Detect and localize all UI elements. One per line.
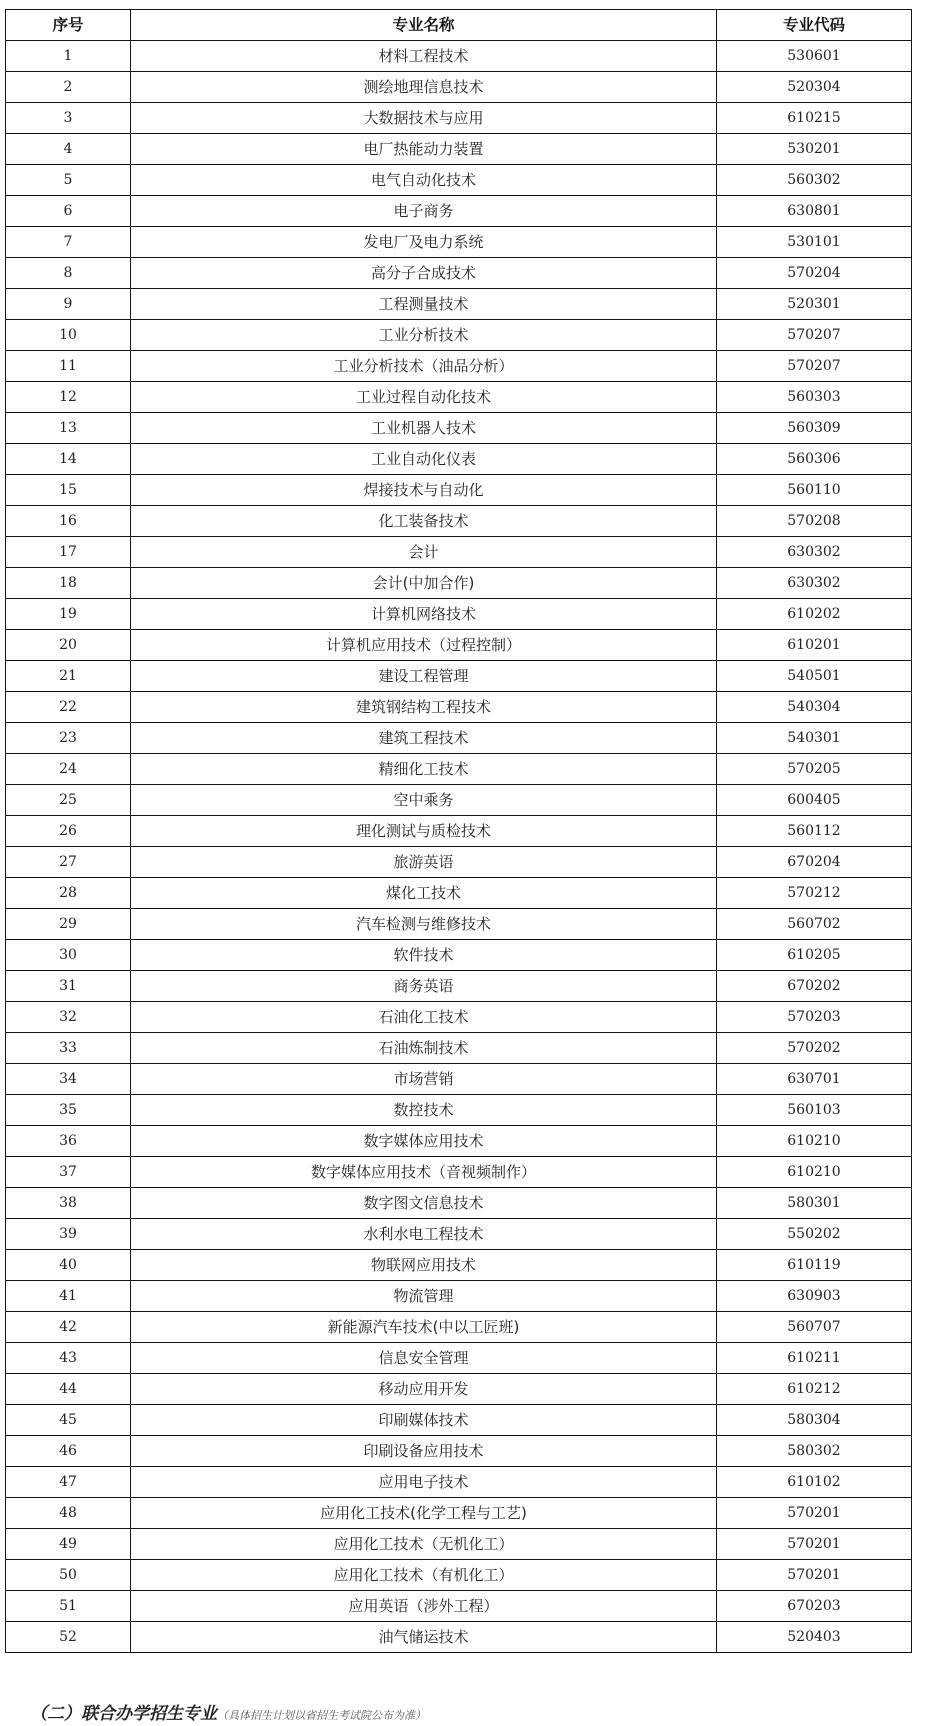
- row-major-name: 旅游英语: [131, 847, 717, 878]
- row-major-name: 应用化工技术（无机化工）: [131, 1529, 717, 1560]
- row-major-code: 610212: [717, 1374, 912, 1405]
- row-major-code: 570203: [717, 1002, 912, 1033]
- row-index: 40: [6, 1250, 131, 1281]
- row-index: 4: [6, 134, 131, 165]
- table-row: [6, 258, 912, 289]
- table-row: [6, 940, 912, 971]
- row-major-name: 电气自动化技术: [131, 165, 717, 196]
- table-row: [6, 1436, 912, 1467]
- table-row: [6, 506, 912, 537]
- row-major-code: 580304: [717, 1405, 912, 1436]
- row-major-name: 电子商务: [131, 196, 717, 227]
- row-major-code: 560303: [717, 382, 912, 413]
- row-major-code: 530101: [717, 227, 912, 258]
- row-major-code: 560103: [717, 1095, 912, 1126]
- table-row: [6, 1405, 912, 1436]
- row-major-code: 540501: [717, 661, 912, 692]
- table-row: [6, 723, 912, 754]
- row-major-name: 工业过程自动化技术: [131, 382, 717, 413]
- table-row: [6, 1126, 912, 1157]
- row-major-code: 570202: [717, 1033, 912, 1064]
- table-row: [6, 971, 912, 1002]
- row-index: 13: [6, 413, 131, 444]
- row-major-name: 信息安全管理: [131, 1343, 717, 1374]
- table-row: [6, 1591, 912, 1622]
- row-major-code: 550202: [717, 1219, 912, 1250]
- table-row: [6, 1374, 912, 1405]
- table-row: [6, 1033, 912, 1064]
- row-major-code: 570207: [717, 351, 912, 382]
- table-row: [6, 351, 912, 382]
- row-index: 38: [6, 1188, 131, 1219]
- row-major-name: 印刷媒体技术: [131, 1405, 717, 1436]
- row-index: 20: [6, 630, 131, 661]
- row-major-code: 520403: [717, 1622, 912, 1653]
- table-row: [6, 599, 912, 630]
- row-index: 8: [6, 258, 131, 289]
- row-index: 22: [6, 692, 131, 723]
- row-major-code: 560707: [717, 1312, 912, 1343]
- row-major-code: 570201: [717, 1529, 912, 1560]
- row-major-code: 530601: [717, 41, 912, 72]
- row-major-name: 计算机网络技术: [131, 599, 717, 630]
- table-row: [6, 134, 912, 165]
- row-major-name: 汽车检测与维修技术: [131, 909, 717, 940]
- row-major-name: 石油化工技术: [131, 1002, 717, 1033]
- row-major-code: 610202: [717, 599, 912, 630]
- row-major-code: 630302: [717, 568, 912, 599]
- row-index: 21: [6, 661, 131, 692]
- row-index: 19: [6, 599, 131, 630]
- table-row: [6, 165, 912, 196]
- row-major-code: 560702: [717, 909, 912, 940]
- row-major-code: 530201: [717, 134, 912, 165]
- row-major-code: 570205: [717, 754, 912, 785]
- row-major-code: 560112: [717, 816, 912, 847]
- row-major-code: 560110: [717, 475, 912, 506]
- row-major-name: 应用化工技术(化学工程与工艺): [131, 1498, 717, 1529]
- table-row: [6, 692, 912, 723]
- table-row: [6, 754, 912, 785]
- row-major-code: 560309: [717, 413, 912, 444]
- row-major-name: 会计(中加合作): [131, 568, 717, 599]
- row-major-name: 市场营销: [131, 1064, 717, 1095]
- row-index: 35: [6, 1095, 131, 1126]
- table-row: [6, 1157, 912, 1188]
- table-row: [6, 785, 912, 816]
- row-major-name: 理化测试与质检技术: [131, 816, 717, 847]
- table-row: [6, 413, 912, 444]
- majors-table: [5, 9, 912, 1653]
- row-index: 43: [6, 1343, 131, 1374]
- table-row: [6, 444, 912, 475]
- row-major-code: 580302: [717, 1436, 912, 1467]
- row-major-code: 630701: [717, 1064, 912, 1095]
- row-major-name: 应用电子技术: [131, 1467, 717, 1498]
- row-major-name: 数字图文信息技术: [131, 1188, 717, 1219]
- row-index: 23: [6, 723, 131, 754]
- row-index: 37: [6, 1157, 131, 1188]
- table-row: [6, 41, 912, 72]
- row-index: 7: [6, 227, 131, 258]
- row-index: 51: [6, 1591, 131, 1622]
- table-row: [6, 1312, 912, 1343]
- row-major-code: 630903: [717, 1281, 912, 1312]
- row-index: 52: [6, 1622, 131, 1653]
- row-major-code: 630801: [717, 196, 912, 227]
- row-major-name: 物联网应用技术: [131, 1250, 717, 1281]
- row-major-name: 高分子合成技术: [131, 258, 717, 289]
- table-row: [6, 537, 912, 568]
- row-index: 26: [6, 816, 131, 847]
- row-index: 1: [6, 41, 131, 72]
- row-major-name: 物流管理: [131, 1281, 717, 1312]
- row-index: 12: [6, 382, 131, 413]
- table-row: [6, 1622, 912, 1653]
- row-index: 48: [6, 1498, 131, 1529]
- table-row: [6, 196, 912, 227]
- row-major-name: 数控技术: [131, 1095, 717, 1126]
- row-index: 29: [6, 909, 131, 940]
- row-index: 30: [6, 940, 131, 971]
- table-body: [6, 41, 912, 1653]
- row-major-code: 670204: [717, 847, 912, 878]
- row-index: 49: [6, 1529, 131, 1560]
- table-row: [6, 1002, 912, 1033]
- row-index: 11: [6, 351, 131, 382]
- row-index: 36: [6, 1126, 131, 1157]
- table-header-row: [6, 10, 912, 41]
- row-major-code: 570204: [717, 258, 912, 289]
- row-index: 18: [6, 568, 131, 599]
- row-index: 41: [6, 1281, 131, 1312]
- row-major-name: 建筑钢结构工程技术: [131, 692, 717, 723]
- row-index: 50: [6, 1560, 131, 1591]
- table-row: [6, 1188, 912, 1219]
- row-major-name: 工程测量技术: [131, 289, 717, 320]
- table-row: [6, 909, 912, 940]
- row-major-code: 520304: [717, 72, 912, 103]
- row-major-name: 石油炼制技术: [131, 1033, 717, 1064]
- row-major-code: 610102: [717, 1467, 912, 1498]
- row-major-code: 570208: [717, 506, 912, 537]
- row-index: 15: [6, 475, 131, 506]
- row-major-name: 数字媒体应用技术: [131, 1126, 717, 1157]
- row-major-name: 油气储运技术: [131, 1622, 717, 1653]
- row-major-code: 540304: [717, 692, 912, 723]
- row-major-code: 540301: [717, 723, 912, 754]
- row-major-name: 大数据技术与应用: [131, 103, 717, 134]
- row-index: 14: [6, 444, 131, 475]
- row-major-name: 工业分析技术（油品分析）: [131, 351, 717, 382]
- table-row: [6, 475, 912, 506]
- row-major-code: 570201: [717, 1560, 912, 1591]
- table-row: [6, 568, 912, 599]
- row-index: 2: [6, 72, 131, 103]
- row-major-name: 移动应用开发: [131, 1374, 717, 1405]
- row-major-name: 新能源汽车技术(中以工匠班): [131, 1312, 717, 1343]
- row-major-code: 610205: [717, 940, 912, 971]
- row-major-code: 580301: [717, 1188, 912, 1219]
- table-row: [6, 1064, 912, 1095]
- row-major-code: 570212: [717, 878, 912, 909]
- row-major-code: 610215: [717, 103, 912, 134]
- table-row: [6, 1560, 912, 1591]
- row-index: 46: [6, 1436, 131, 1467]
- row-major-name: 电厂热能动力装置: [131, 134, 717, 165]
- row-major-code: 600405: [717, 785, 912, 816]
- table-row: [6, 1529, 912, 1560]
- row-index: 17: [6, 537, 131, 568]
- row-major-name: 发电厂及电力系统: [131, 227, 717, 258]
- row-major-code: 610210: [717, 1126, 912, 1157]
- row-major-name: 建筑工程技术: [131, 723, 717, 754]
- table-row: [6, 382, 912, 413]
- table-row: [6, 227, 912, 258]
- row-index: 44: [6, 1374, 131, 1405]
- table-row: [6, 320, 912, 351]
- table-row: [6, 847, 912, 878]
- row-major-code: 560306: [717, 444, 912, 475]
- table-row: [6, 1095, 912, 1126]
- section-title: （二）联合办学招生专业: [30, 1704, 217, 1724]
- table-row: [6, 630, 912, 661]
- row-index: 39: [6, 1219, 131, 1250]
- row-index: 33: [6, 1033, 131, 1064]
- row-index: 34: [6, 1064, 131, 1095]
- row-index: 42: [6, 1312, 131, 1343]
- row-major-code: 670202: [717, 971, 912, 1002]
- row-major-name: 工业自动化仪表: [131, 444, 717, 475]
- row-major-name: 空中乘务: [131, 785, 717, 816]
- row-major-name: 印刷设备应用技术: [131, 1436, 717, 1467]
- row-major-name: 化工装备技术: [131, 506, 717, 537]
- row-major-name: 煤化工技术: [131, 878, 717, 909]
- table-row: [6, 1281, 912, 1312]
- row-major-code: 610210: [717, 1157, 912, 1188]
- row-index: 28: [6, 878, 131, 909]
- row-index: 32: [6, 1002, 131, 1033]
- row-major-code: 610201: [717, 630, 912, 661]
- table-row: [6, 1467, 912, 1498]
- table-row: [6, 661, 912, 692]
- row-index: 31: [6, 971, 131, 1002]
- table-row: [6, 289, 912, 320]
- row-major-name: 数字媒体应用技术（音视频制作）: [131, 1157, 717, 1188]
- row-index: 16: [6, 506, 131, 537]
- row-index: 45: [6, 1405, 131, 1436]
- row-major-code: 670203: [717, 1591, 912, 1622]
- row-index: 25: [6, 785, 131, 816]
- row-major-code: 560302: [717, 165, 912, 196]
- table-row: [6, 1250, 912, 1281]
- row-index: 47: [6, 1467, 131, 1498]
- row-major-name: 水利水电工程技术: [131, 1219, 717, 1250]
- row-major-code: 610211: [717, 1343, 912, 1374]
- row-major-code: 610119: [717, 1250, 912, 1281]
- header-major-code: 专业代码: [717, 10, 912, 41]
- row-major-name: 测绘地理信息技术: [131, 72, 717, 103]
- row-major-name: 会计: [131, 537, 717, 568]
- row-major-name: 应用化工技术（有机化工）: [131, 1560, 717, 1591]
- row-major-name: 商务英语: [131, 971, 717, 1002]
- header-index: 序号: [6, 10, 131, 41]
- row-major-name: 应用英语（涉外工程）: [131, 1591, 717, 1622]
- section-note: （具体招生计划以省招生考试院公布为准）: [217, 1709, 426, 1722]
- row-index: 6: [6, 196, 131, 227]
- table-row: [6, 72, 912, 103]
- section-heading: [30, 1704, 426, 1726]
- table-row: [6, 1498, 912, 1529]
- row-index: 24: [6, 754, 131, 785]
- row-index: 3: [6, 103, 131, 134]
- row-major-name: 建设工程管理: [131, 661, 717, 692]
- row-major-name: 工业分析技术: [131, 320, 717, 351]
- row-major-code: 520301: [717, 289, 912, 320]
- row-major-code: 630302: [717, 537, 912, 568]
- table-row: [6, 816, 912, 847]
- table-row: [6, 878, 912, 909]
- table-row: [6, 1343, 912, 1374]
- row-major-name: 计算机应用技术（过程控制）: [131, 630, 717, 661]
- row-major-name: 焊接技术与自动化: [131, 475, 717, 506]
- row-index: 5: [6, 165, 131, 196]
- row-index: 10: [6, 320, 131, 351]
- row-major-code: 570201: [717, 1498, 912, 1529]
- row-major-code: 570207: [717, 320, 912, 351]
- row-major-name: 材料工程技术: [131, 41, 717, 72]
- table-row: [6, 103, 912, 134]
- row-index: 27: [6, 847, 131, 878]
- row-major-name: 精细化工技术: [131, 754, 717, 785]
- row-major-name: 软件技术: [131, 940, 717, 971]
- row-major-name: 工业机器人技术: [131, 413, 717, 444]
- row-index: 9: [6, 289, 131, 320]
- header-major-name: 专业名称: [131, 10, 717, 41]
- table-row: [6, 1219, 912, 1250]
